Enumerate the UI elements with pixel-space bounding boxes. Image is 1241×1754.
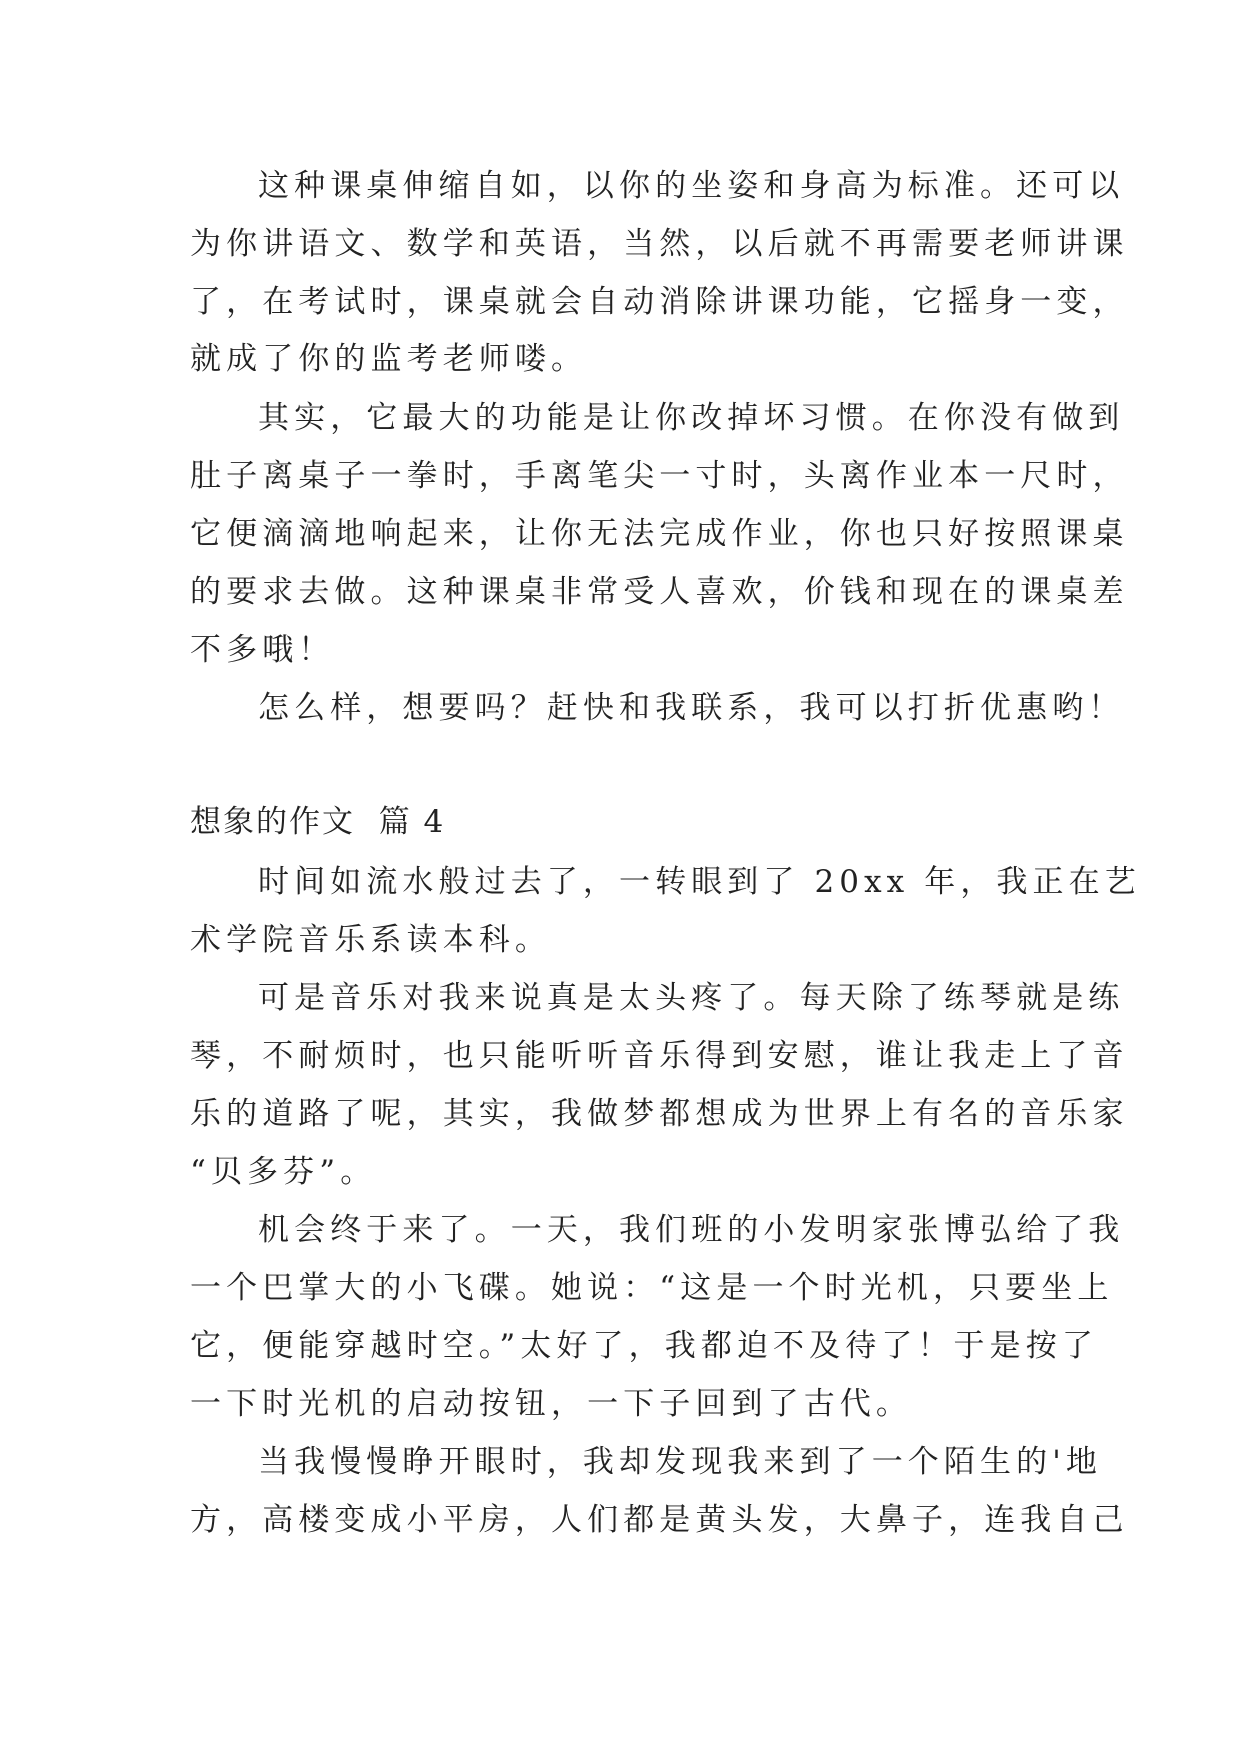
paragraph-1-line-2: 为你讲语文、数学和英语，当然，以后就不再需要老师讲课 [190, 226, 1129, 262]
paragraph-6-line-1: 机会终于来了。一天，我们班的小发明家张博弘给了我 [258, 1212, 1125, 1248]
paragraph-2-line-4: 的要求去做。这种课桌非常受人喜欢，价钱和现在的课桌差 [190, 574, 1129, 610]
paragraph-1-line-3: 了，在考试时，课桌就会自动消除讲课功能，它摇身一变， [190, 284, 1129, 320]
paragraph-6-line-4: 一下时光机的启动按钮，一下子回到了古代。 [190, 1386, 912, 1422]
paragraph-4-line-2: 术学院音乐系读本科。 [190, 922, 551, 958]
paragraph-2-line-1: 其实，它最大的功能是让你改掉坏习惯。在你没有做到 [258, 400, 1125, 436]
paragraph-1-line-1: 这种课桌伸缩自如，以你的坐姿和身高为标准。还可以 [258, 168, 1125, 204]
paragraph-7-line-1: 当我慢慢睁开眼时，我却发现我来到了一个陌生的'地 [258, 1444, 1102, 1480]
paragraph-5-line-1: 可是音乐对我来说真是太头疼了。每天除了练琴就是练 [258, 980, 1125, 1016]
paragraph-2-line-5: 不多哦！ [190, 632, 335, 668]
paragraph-7-line-2: 方，高楼变成小平房，人们都是黄头发，大鼻子，连我自己 [190, 1502, 1129, 1538]
paragraph-5-line-3: 乐的道路了呢，其实，我做梦都想成为世界上有名的音乐家 [190, 1096, 1129, 1132]
paragraph-4-line-1: 时间如流水般过去了，一转眼到了 20xx 年，我正在艺 [258, 864, 1141, 900]
paragraph-3-line-1: 怎么样，想要吗？赶快和我联系，我可以打折优惠哟！ [258, 690, 1125, 726]
section-heading: 想象的作文 篇 4 [190, 804, 446, 840]
paragraph-2-line-2: 肚子离桌子一拳时，手离笔尖一寸时，头离作业本一尺时， [190, 458, 1129, 494]
paragraph-5-line-4: “贝多芬”。 [190, 1154, 377, 1190]
paragraph-2-line-3: 它便滴滴地响起来，让你无法完成作业，你也只好按照课桌 [190, 516, 1129, 552]
paragraph-1-line-4: 就成了你的监考老师喽。 [190, 341, 588, 377]
paragraph-5-line-2: 琴，不耐烦时，也只能听听音乐得到安慰，谁让我走上了音 [190, 1038, 1129, 1074]
paragraph-6-line-2: 一个巴掌大的小飞碟。她说：“这是一个时光机，只要坐上 [190, 1270, 1114, 1306]
paragraph-6-line-3: 它，便能穿越时空。”太好了，我都迫不及待了！于是按了 [190, 1328, 1098, 1364]
